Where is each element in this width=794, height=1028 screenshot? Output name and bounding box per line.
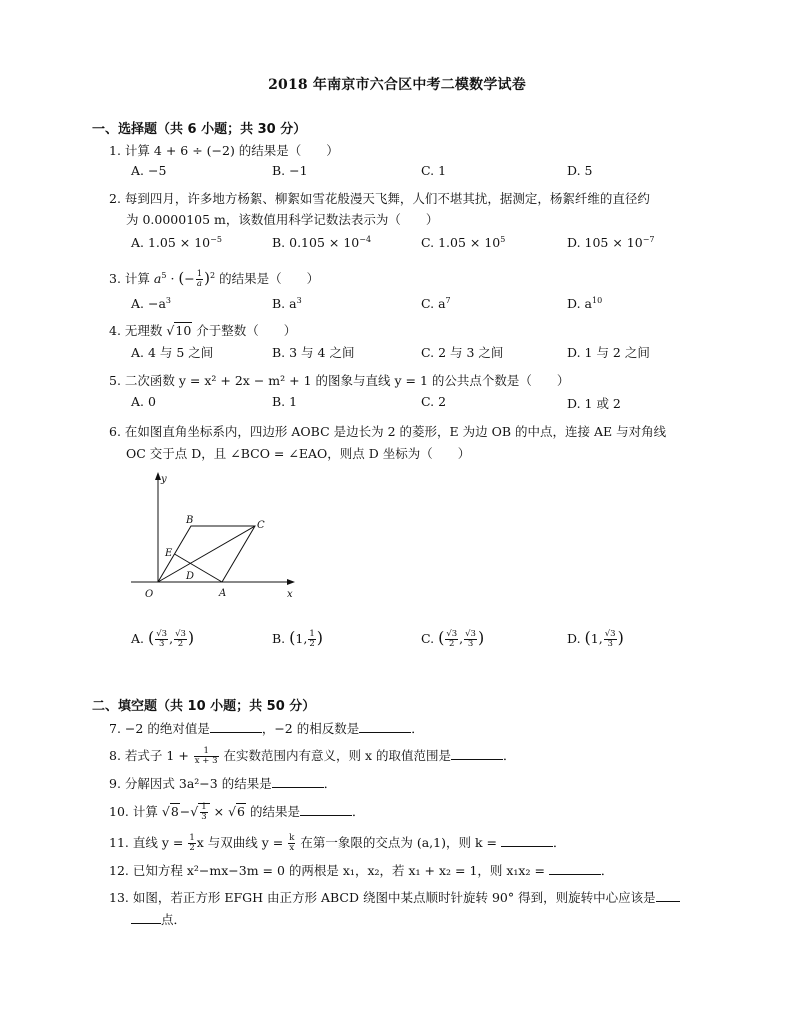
question-13: 13. 如图，若正方形 EFGH 由正方形 ABCD 绕图中某点顺时针旋转 90° 得到，则旋转中心应该是: [109, 887, 739, 908]
option-c: C. 2 与 3 之间: [421, 345, 504, 360]
question-1: [109, 140, 729, 161]
option-c: C. 2: [421, 394, 447, 409]
option-a: A. $-a^3$: [131, 296, 171, 312]
option-b: B. −1: [272, 163, 308, 178]
question-number: 7.: [109, 721, 121, 736]
question-number: 13.: [109, 890, 129, 905]
option-c: C. $a^7$: [421, 296, 451, 312]
option-b: B. $0.105 \times 10^{-4}$: [272, 235, 372, 251]
diagonal-oc: [158, 526, 255, 582]
option-d: D. $a^{10}$: [567, 296, 603, 312]
option-d: D. $105 \times 10^{-7}$: [567, 235, 655, 251]
question-number: 4.: [109, 323, 121, 338]
question-number: 2.: [109, 191, 121, 206]
question-9: 9. 分解因式 3a²−3 的结果是 ．: [109, 776, 337, 791]
label-c: C: [257, 520, 265, 531]
option-a: A. 4 与 5 之间: [131, 345, 214, 360]
question-10: 10. 计算 √8−√ $\frac{1}{3}$ × √6 的结果是 ．: [109, 802, 365, 822]
page-title: 2018 年南京市六合区中考二模数学试卷: [268, 77, 526, 93]
question-6: [109, 421, 729, 442]
rhombus-figure: [125, 470, 305, 605]
question-6-line2: OC 交于点 D，且 ∠BCO = ∠EAO，则点 D 坐标为（ ）: [126, 446, 471, 461]
question-5-options: [131, 394, 731, 414]
answer-blank: [210, 720, 262, 733]
fraction: $\frac{1}{a}$: [196, 269, 203, 290]
question-7: 7. −2 的绝对值是 ，−2 的相反数是 ．: [109, 721, 424, 736]
option-a: A. −5: [131, 163, 167, 178]
question-text: 二次函数 y = x² + 2x − m² + 1 的图象与直线 y = 1 的公共点个数是（ ）: [124, 373, 570, 388]
answer-blank: [272, 775, 324, 788]
option-c: C. 1: [421, 163, 447, 178]
option-d: D. 5: [567, 163, 593, 178]
question-2: [109, 188, 729, 209]
question-number: 8.: [109, 748, 121, 763]
question-number: 6.: [109, 424, 121, 439]
question-number: 1.: [109, 143, 121, 158]
question-1-options: [131, 163, 731, 183]
question-2-options: [131, 235, 731, 255]
option-a: A. ( $\frac{√3}{3}$ , $\frac{√3}{2}$ ): [131, 628, 195, 649]
label-a: A: [219, 588, 227, 599]
question-number: 12.: [109, 863, 129, 878]
option-b: B. (1, $\frac{1}{2}$ ): [272, 628, 324, 649]
option-a: A. 0: [131, 394, 156, 409]
answer-blank: [300, 803, 352, 816]
question-number: 5.: [109, 373, 121, 388]
answer-blank: [501, 834, 553, 847]
option-c: C. $1.05 \times 10^5$: [421, 235, 506, 251]
question-6-options: [131, 628, 731, 654]
label-x: x: [287, 589, 293, 600]
option-a: A. $1.05 \times 10^{-5}$: [131, 235, 222, 251]
question-number: 11.: [109, 835, 129, 850]
answer-blank: [131, 911, 161, 924]
question-13-line2: 点．: [131, 910, 731, 928]
question-number: 3.: [109, 271, 121, 287]
label-e: E: [165, 548, 173, 559]
x-axis-arrow: [287, 579, 295, 585]
label-b: B: [186, 515, 194, 526]
label-d: D: [186, 571, 195, 582]
label-y: y: [161, 474, 167, 485]
section-heading-choice: 一、选择题（共 6 小题；共 30 分）: [92, 122, 307, 137]
question-text: 计算 4 + 6 ÷ (−2) 的结果是（ ）: [124, 143, 339, 158]
answer-blank: [656, 889, 680, 902]
option-c: C. ( $\frac{√3}{2}$ , $\frac{√3}{3}$ ): [421, 628, 485, 649]
question-3: 3. 计算 $a^5$ · (− $\frac{1}{a}$ )$^2$ 的结果是（ ）: [109, 269, 320, 290]
question-8: 8. 若式子 1 + $\frac{1}{x + 3}$ 在实数范围内有意义，则 x 的取值范围是 ．: [109, 746, 516, 766]
answer-blank: [451, 747, 503, 760]
label-o: O: [145, 589, 154, 600]
question-2-line2: 为 0.0000105 m，该数值用科学记数法表示为（ ）: [126, 212, 439, 227]
question-text-line1: 每到四月，许多地方杨絮、柳絮如雪花般漫天飞舞，人们不堪其扰，据测定，杨絮纤维的直径约: [124, 191, 650, 206]
question-5: [109, 370, 729, 391]
option-d: D. 1 与 2 之间: [567, 345, 650, 360]
option-d: D. (1, $\frac{√3}{3}$ ): [567, 628, 624, 649]
option-b: B. $a^3$: [272, 296, 302, 312]
question-text-line1: 在如图直角坐标系内，四边形 AOBC 是边长为 2 的菱形，E 为边 OB 的中点，连接 AE 与对角线: [124, 424, 667, 439]
option-b: B. 3 与 4 之间: [272, 345, 355, 360]
answer-blank: [549, 862, 601, 875]
question-4: 4. 无理数 √10 介于整数（ ）: [109, 323, 297, 338]
question-11: 11. 直线 y = $\frac{1}{2}$ x 与双曲线 y = $\frac{k}{x}$ 在第一象限的交点为 (a,1)，则 k = ．: [109, 833, 566, 853]
answer-blank: [359, 720, 411, 733]
option-b: B. 1: [272, 394, 298, 409]
question-3-options: [131, 296, 731, 316]
question-4-options: [131, 343, 731, 363]
section-heading-fill: 二、填空题（共 10 小题；共 50 分）: [92, 699, 316, 714]
option-d: D. 1 或 2: [567, 396, 621, 411]
question-12: 12. 已知方程 x²−mx−3m = 0 的两根是 x₁，x₂，若 x₁ + x₂ = 1，则 x₁x₂ = ．: [109, 863, 614, 878]
question-number: 10.: [109, 804, 129, 819]
question-number: 9.: [109, 776, 121, 791]
